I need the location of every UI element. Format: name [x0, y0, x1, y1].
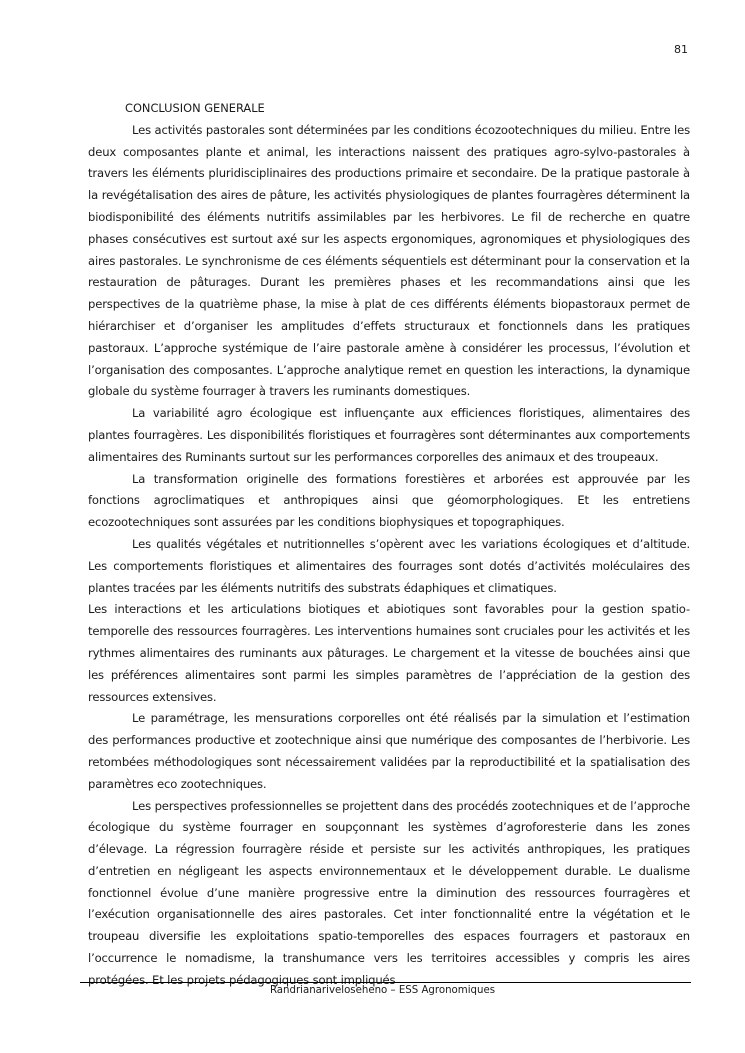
paragraph: Les activités pastorales sont déterminées par les conditions écozootechniques du milieu. Entre les deux composantes plante et animal, les interactions naissent des pratiques agro-sylvo-pastorales à travers les éléments pluridisciplinaires des productions primaire et secondaire. De la pratique pastorale à la revégétalisation des aires de pâture, les activités physiologiques de plantes fourragères déterminent la biodisponibilité des éléments nutritifs assimilables par les herbivores. Le fil de recherche en quatre phases consécutives est surtout axé sur les aspects ergonomiques, agronomiques et physiologiques des aires pastorales. Le synchronisme de ces éléments séquentiels est déterminant pour la conservation et la restauration de pâturages. Durant les premières phases et les recommandations ainsi que les perspectives de la quatrième phase, la mise à plat de ces différents éléments biopastoraux permet de hiérarchiser et d’organiser les amplitudes d’effets structuraux et fonctionnels dans les pratiques pastoraux. L’approche systémique de l’aire pastorale amène à considérer les processus, l’évolution et l’organisation des composantes. L’approche analytique remet en question les interactions, la dynamique globale du système fourrager à travers les ruminants domestiques.: [88, 122, 690, 399]
document-body: [88, 98, 690, 992]
page-number: 81: [674, 43, 688, 56]
paragraph: La variabilité agro écologique est influençante aux efficiences floristiques, alimentaires des plantes fourragères. Les disponibilités floristiques et fourragères sont déterminantes aux comportements alimentaires des Ruminants surtout sur les performances corporelles des animaux et des troupeaux.: [88, 406, 690, 464]
paragraph: Le paramétrage, les mensurations corporelles ont été réalisés par la simulation et l’estimation des performances productive et zootechnique ainsi que numérique des composantes de l’herbivorie. Les retombées méthodologiques sont nécessairement validées par la reproductibilité et la spatialisation des paramètres eco zootechniques.: [88, 711, 690, 791]
paragraph: Les qualités végétales et nutritionnelles s’opèrent avec les variations écologiques et d’altitude. Les comportements floristiques et alimentaires des fourrages sont dotés d’activités moléculaires des plantes tracées par les éléments nutritifs des substrats édaphiques et climatiques.: [88, 536, 690, 595]
paragraph: Les interactions et les articulations biotiques et abiotiques sont favorables pour la gestion spatio-temporelle des ressources fourragères. Les interventions humaines sont cruciales pour les activités et les rythmes alimentaires des ruminants aux pâturages. Le chargement et la vitesse de bouchées ainsi que les préférences alimentaires sont parmi les simples paramètres de l’appréciation de la gestion des ressources extensives.: [88, 602, 690, 704]
page-footer: Randrianariveloseheno – ESS Agronomiques: [269, 985, 496, 996]
footer-divider: [80, 982, 691, 983]
paragraph: Les perspectives professionnelles se projettent dans des procédés zootechniques et de l’approche écologique du système fourrager en soupçonnant les systèmes d’agroforesterie dans les zones d’élevage. La régression fourragère réside et persiste sur les activités anthropiques, les pratiques d’entretien en négligeant les aspects environnementaux et le développement durable. Le dualisme fonctionnel évolue d’une manière progressive entre la diminution des ressources fourragères et l’exécution organisationnelle des aires pastorales. Cet inter fonctionnalité entre la végétation et le troupeau diversifie les exploitations spatio-temporelles des espaces fourragers et pastoraux en l’occurrence le nomadisme, la transhumance vers les territoires accessibles y compris les aires protégées. Et les projets pédagogiques sont impliqués: [88, 798, 690, 987]
section-heading: CONCLUSION GENERALE: [125, 101, 265, 115]
paragraph: La transformation originelle des formations forestières et arborées est approuvée par les fonctions agroclimatiques et anthropiques ainsi que géomorphologiques. Et les entretiens ecozootechniques sont assurées par les conditions biophysiques et topographiques.: [88, 471, 690, 530]
